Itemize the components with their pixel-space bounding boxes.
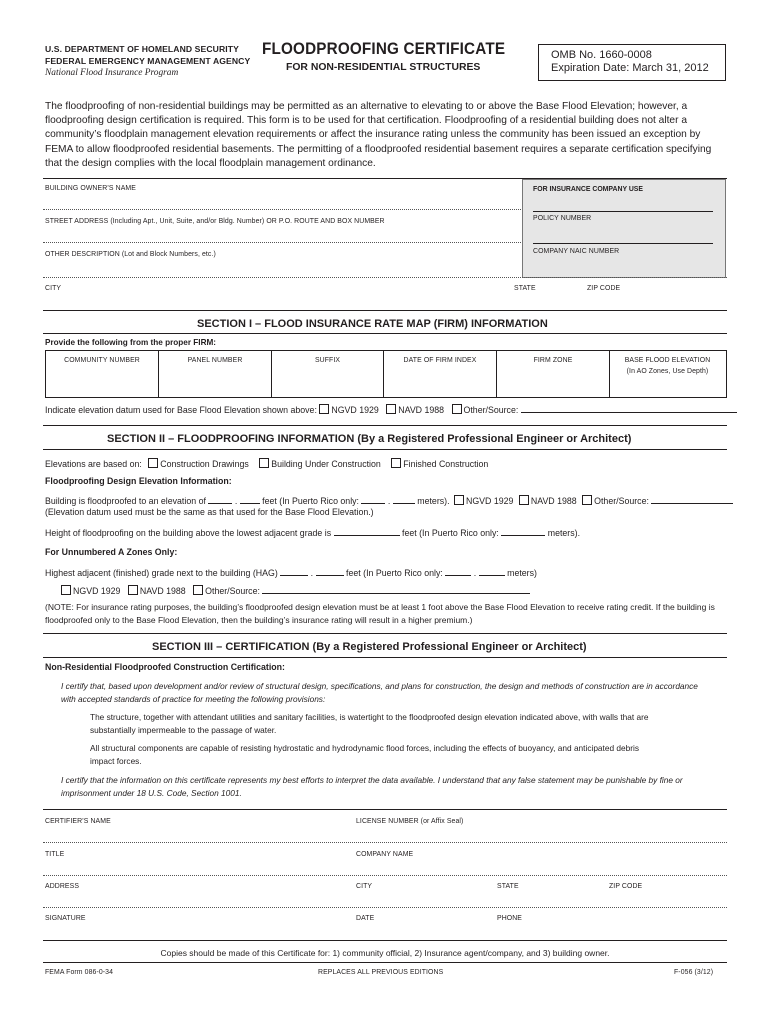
hag-datum-row bbox=[61, 584, 530, 596]
under-construction-label: Building Under Construction bbox=[271, 459, 381, 469]
ngvd-checkbox[interactable] bbox=[319, 404, 329, 414]
other-label-3: Other/Source: bbox=[205, 586, 260, 596]
hag-meters-decimal-field[interactable] bbox=[479, 566, 505, 576]
omb-number: OMB No. 1660-0008 bbox=[551, 49, 652, 61]
omb-box bbox=[538, 44, 726, 81]
construction-drawings-label: Construction Drawings bbox=[160, 459, 249, 469]
divider bbox=[43, 633, 727, 634]
navd-label-2: NAVD 1988 bbox=[530, 496, 577, 506]
floodproofed-elevation-row bbox=[45, 494, 733, 506]
divider bbox=[43, 277, 727, 278]
hag-text: Highest adjacent (finished) grade next to the building (HAG) bbox=[45, 568, 278, 578]
address-label[interactable]: ADDRESS bbox=[45, 883, 80, 890]
ngvd-label-2: NGVD 1929 bbox=[465, 496, 514, 506]
provision-2: All structural components are capable of resisting hydrostatic and hydrodynamic flood forces, including the effects of buoyancy, and anticipated debris impact forces. bbox=[90, 743, 639, 767]
license-number-label[interactable]: LICENSE NUMBER (or Affix Seal) bbox=[356, 818, 464, 825]
finished-construction-checkbox[interactable] bbox=[391, 458, 401, 468]
other-datum-field[interactable] bbox=[521, 403, 737, 413]
agency-line-2: FEDERAL EMERGENCY MANAGEMENT AGENCY bbox=[45, 56, 251, 66]
divider bbox=[533, 243, 713, 244]
navd-label-3: NAVD 1988 bbox=[139, 586, 186, 596]
ngvd-checkbox-2[interactable] bbox=[454, 495, 464, 505]
construction-drawings-checkbox[interactable] bbox=[148, 458, 158, 468]
divider bbox=[43, 940, 727, 941]
provision-1: The structure, together with attendant utilities and sanitary facilities, is watertight to the floodproofed design elevation indicated above, with walls that are substantially impermeable to the passage of water. bbox=[90, 712, 649, 736]
datum-note: (Elevation datum used must be the same as that used for the Base Flood Elevation.) bbox=[45, 507, 374, 517]
other-datum-label: Other/Source: bbox=[463, 405, 519, 415]
certifier-name-label[interactable]: CERTIFIER’S NAME bbox=[45, 818, 111, 825]
design-elevation-heading: Floodproofing Design Elevation Information: bbox=[45, 476, 232, 486]
height-row bbox=[45, 526, 580, 538]
replaces-note: REPLACES ALL PREVIOUS EDITIONS bbox=[318, 969, 444, 976]
divider bbox=[43, 333, 727, 334]
expiration-date: Expiration Date: March 31, 2012 bbox=[551, 62, 709, 74]
zip-label[interactable]: ZIP CODE bbox=[587, 285, 621, 292]
col-base-flood-elevation[interactable]: BASE FLOOD ELEVATION bbox=[624, 357, 711, 364]
hag-row bbox=[45, 566, 537, 578]
section-2-title: SECTION II – FLOODPROOFING INFORMATION (By a Registered Professional Engineer or Architect) bbox=[107, 433, 632, 445]
other-description-label[interactable]: OTHER DESCRIPTION (Lot and Block Numbers, etc.) bbox=[45, 251, 216, 258]
owner-name-label[interactable]: BUILDING OWNER’S NAME bbox=[45, 185, 136, 192]
ngvd-checkbox-3[interactable] bbox=[61, 585, 71, 595]
program-name: National Flood Insurance Program bbox=[45, 68, 179, 78]
finished-construction-label: Finished Construction bbox=[403, 459, 489, 469]
col-community-number[interactable]: COMMUNITY NUMBER bbox=[64, 357, 140, 364]
insurance-use-box bbox=[522, 179, 726, 278]
divider bbox=[43, 842, 727, 843]
other-checkbox-2[interactable] bbox=[582, 495, 592, 505]
form-subtitle: FOR NON-RESIDENTIAL STRUCTURES bbox=[286, 62, 481, 73]
elevation-meters-field[interactable] bbox=[361, 494, 385, 504]
navd-label: NAVD 1988 bbox=[398, 405, 445, 415]
city-label[interactable]: CITY bbox=[45, 285, 62, 292]
form-title: FLOODPROOFING CERTIFICATE bbox=[262, 40, 506, 58]
height-feet-field[interactable] bbox=[334, 526, 400, 536]
cert-city-label[interactable]: CITY bbox=[356, 883, 373, 890]
divider bbox=[43, 449, 727, 450]
divider bbox=[533, 211, 713, 212]
state-label[interactable]: STATE bbox=[514, 285, 536, 292]
form-revision: F-056 (3/12) bbox=[674, 969, 714, 976]
col-firm-zone[interactable]: FIRM ZONE bbox=[533, 357, 573, 364]
title-label[interactable]: TITLE bbox=[45, 851, 65, 858]
elevation-meters-decimal-field[interactable] bbox=[393, 494, 415, 504]
elevations-based-on-row bbox=[45, 458, 488, 469]
policy-number-label[interactable]: POLICY NUMBER bbox=[533, 215, 592, 222]
height-text: Height of floodproofing on the building above the lowest adjacent grade is bbox=[45, 528, 332, 538]
navd-checkbox-2[interactable] bbox=[519, 495, 529, 505]
decimal-point: . bbox=[473, 568, 477, 578]
other-label-2: Other/Source: bbox=[594, 496, 649, 506]
meters-text-3: meters) bbox=[507, 568, 537, 578]
feet-pr-text: feet (In Puerto Rico only: bbox=[262, 496, 359, 506]
other-datum-checkbox[interactable] bbox=[452, 404, 462, 414]
cert-state-label[interactable]: STATE bbox=[497, 883, 519, 890]
divider bbox=[43, 242, 521, 243]
meters-text: meters). bbox=[417, 496, 450, 506]
col-panel-number[interactable]: PANEL NUMBER bbox=[187, 357, 243, 364]
street-address-label[interactable]: STREET ADDRESS (Including Apt., Unit, Suite, and/or Bldg. Number) OR P.O. ROUTE AND BOX NUMBER bbox=[45, 218, 385, 225]
feet-pr-text-2: feet (In Puerto Rico only: bbox=[402, 528, 499, 538]
hag-feet-field[interactable] bbox=[280, 566, 308, 576]
unnumbered-a-zones-heading: For Unnumbered A Zones Only: bbox=[45, 547, 178, 557]
height-meters-field[interactable] bbox=[501, 526, 545, 536]
section-1-title: SECTION I – FLOOD INSURANCE RATE MAP (FIRM) INFORMATION bbox=[197, 318, 548, 330]
navd-checkbox[interactable] bbox=[386, 404, 396, 414]
certification-subhead: Non-Residential Floodproofed Construction Certification: bbox=[45, 662, 285, 672]
divider bbox=[43, 907, 727, 908]
divider bbox=[43, 209, 521, 210]
phone-label[interactable]: PHONE bbox=[497, 915, 523, 922]
ngvd-label: NGVD 1929 bbox=[331, 405, 379, 415]
rating-note: (NOTE: For insurance rating purposes, the building’s floodproofed design elevation must be at least 1 foot above the Base Flood Elevation to receive rating credit. If the building is floodproofed only to the Base Flood Elevation, then the building’s insurance rating will result in a higher premium.) bbox=[45, 602, 715, 625]
decimal-point: . bbox=[387, 496, 391, 506]
company-naic-label[interactable]: COMPANY NAIC NUMBER bbox=[533, 248, 620, 255]
navd-checkbox-3[interactable] bbox=[128, 585, 138, 595]
meters-text-2: meters). bbox=[547, 528, 581, 538]
divider bbox=[43, 425, 727, 426]
agency-line-1: U.S. DEPARTMENT OF HOMELAND SECURITY bbox=[45, 44, 239, 54]
col-date-firm-index[interactable]: DATE OF FIRM INDEX bbox=[403, 357, 477, 364]
other-source-field-2[interactable] bbox=[651, 494, 733, 504]
divider bbox=[43, 875, 727, 876]
other-source-field-3[interactable] bbox=[262, 584, 530, 594]
decimal-point: . bbox=[234, 496, 238, 506]
building-elevation-text: Building is floodproofed to an elevation of bbox=[45, 496, 206, 506]
col-suffix[interactable]: SUFFIX bbox=[314, 357, 341, 364]
decimal-point: . bbox=[310, 568, 314, 578]
based-on-label: Elevations are based on: bbox=[45, 459, 142, 469]
datum-text: Indicate elevation datum used for Base Flood Elevation shown above: bbox=[45, 405, 317, 415]
insurance-use-header: FOR INSURANCE COMPANY USE bbox=[533, 186, 644, 193]
hag-meters-field[interactable] bbox=[445, 566, 471, 576]
provide-firm-text: Provide the following from the proper FIRM: bbox=[45, 338, 217, 347]
other-checkbox-3[interactable] bbox=[193, 585, 203, 595]
under-construction-checkbox[interactable] bbox=[259, 458, 269, 468]
elevation-feet-decimal-field[interactable] bbox=[240, 494, 260, 504]
datum-row bbox=[45, 403, 737, 415]
ngvd-label-3: NGVD 1929 bbox=[73, 586, 121, 596]
divider bbox=[43, 657, 727, 658]
certification-statement-2: I certify that the information on this certificate represents my best efforts to interpret the data available. I understand that any false statement may be punishable by fine or imprisonment under 18 U.S. Code, Section 1001. bbox=[61, 775, 683, 799]
divider bbox=[43, 310, 727, 311]
hag-feet-decimal-field[interactable] bbox=[316, 566, 344, 576]
section-3-title: SECTION III – CERTIFICATION (By a Registered Professional Engineer or Architect) bbox=[152, 641, 587, 653]
divider bbox=[43, 809, 727, 810]
feet-pr-text-3: feet (In Puerto Rico only: bbox=[346, 568, 443, 578]
date-label[interactable]: DATE bbox=[356, 915, 375, 922]
cert-zip-label[interactable]: ZIP CODE bbox=[609, 883, 643, 890]
divider bbox=[43, 962, 727, 963]
elevation-feet-field[interactable] bbox=[208, 494, 232, 504]
form-number: FEMA Form 086-0-34 bbox=[45, 969, 114, 976]
bfe-note: (In AO Zones, Use Depth) bbox=[626, 368, 709, 375]
signature-label[interactable]: SIGNATURE bbox=[45, 915, 86, 922]
company-name-label[interactable]: COMPANY NAME bbox=[356, 851, 414, 858]
certification-statement-1: I certify that, based upon development and/or review of structural design, specifications, and plans for construction, the design and methods of construction are in accordance with accepted standards of practice for meeting the following provisions: bbox=[61, 681, 698, 705]
copies-note: Copies should be made of this Certificate for: 1) community official, 2) Insurance agent/company, and 3) building owner. bbox=[160, 948, 610, 958]
intro-paragraph: The floodproofing of non-residential buildings may be permitted as an alternative to elevating to or above the Base Flood Elevation; however, a floodproofing design certification is required. This form is to be used for that certification. Floodproofing of a residential building does not alter a community’s floodplain management elevation requirements or affect the insurance rating unless the community has been issued an exception by FEMA to allow floodproofed residential basements. The permitting of a floodproofed residential basement requires a separate certification specifying that the design complies with the local floodplain management ordinance. bbox=[45, 101, 712, 169]
